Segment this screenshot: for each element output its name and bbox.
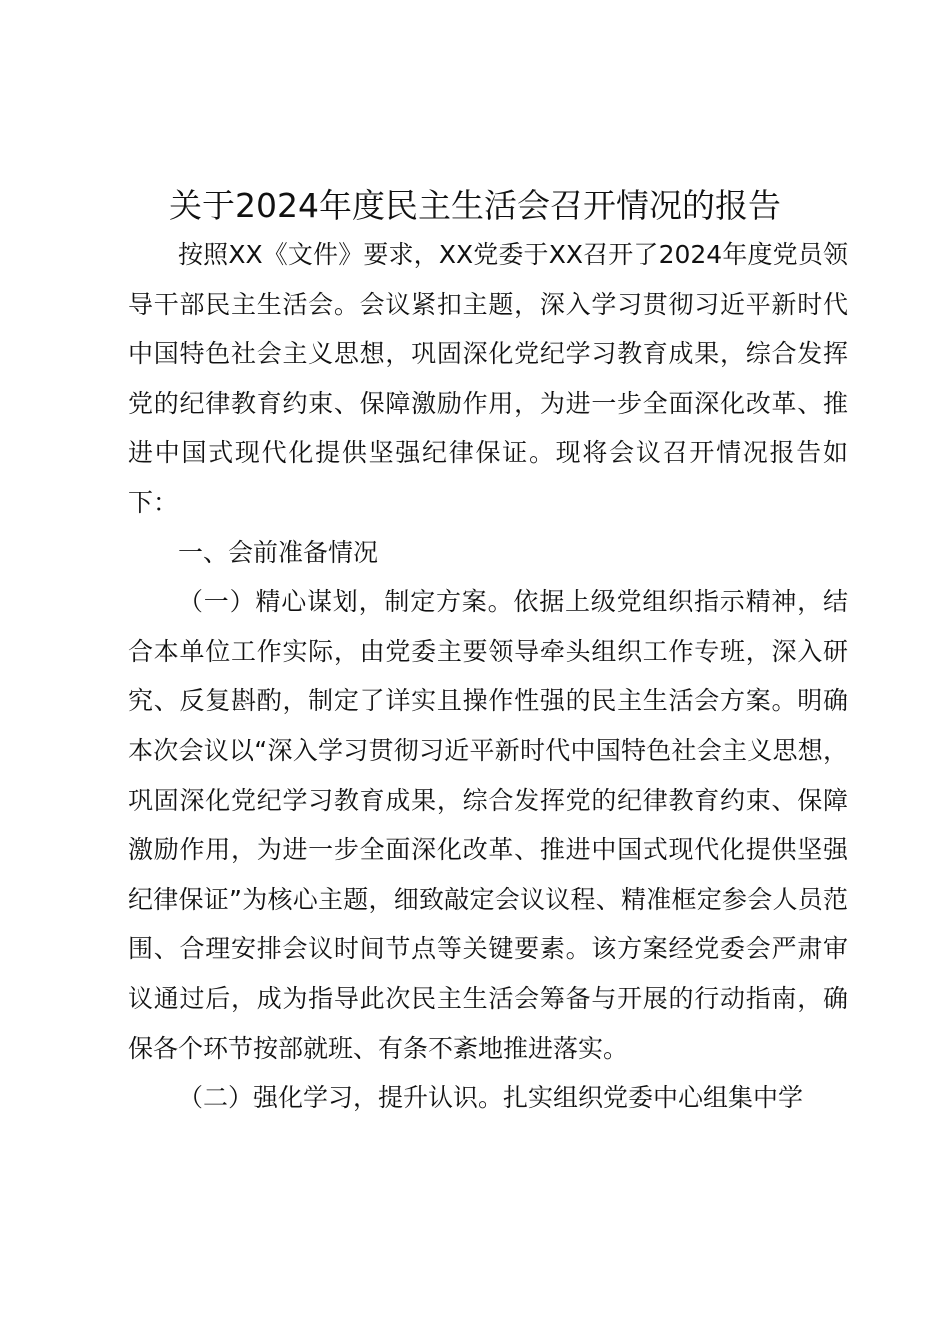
section-heading-pre-meeting: 一、会前准备情况: [178, 537, 379, 567]
paragraph-study: （二）强化学习，提升认识。扎实组织党委中心组集中学: [178, 1083, 804, 1113]
document-body: [128, 230, 848, 1123]
document-title: 关于2024年度民主生活会召开情况的报告: [169, 186, 781, 225]
paragraph-intro: 按照XX《文件》要求，XX党委于XX召开了2024年度党员领导干部民主生活会。会议紧扣主题，深入学习贯彻习近平新时代中国特色社会主义思想，巩固深化党纪学习教育成果，综合发挥党的纪律教育约束、保障激励作用，为进一步全面深化改革、推进中国式现代化提供坚强纪律保证。现将会议召开情况报告如下：: [128, 240, 848, 517]
paragraph-planning: （一）精心谋划，制定方案。依据上级党组织指示精神，结合本单位工作实际，由党委主要领导牵头组织工作专班，深入研究、反复斟酌，制定了详实且操作性强的民主生活会方案。明确本次会议以“深入学习贯彻习近平新时代中国特色社会主义思想，巩固深化党纪学习教育成果，综合发挥党的纪律教育约束、保障激励作用，为进一步全面深化改革、推进中国式现代化提供坚强纪律保证”为核心主题，细致敲定会议议程、精准框定参会人员范围、合理安排会议时间节点等关键要素。该方案经党委会严肃审议通过后，成为指导此次民主生活会筹备与开展的行动指南，确保各个环节按部就班、有条不紊地推进落实。: [128, 587, 848, 1063]
